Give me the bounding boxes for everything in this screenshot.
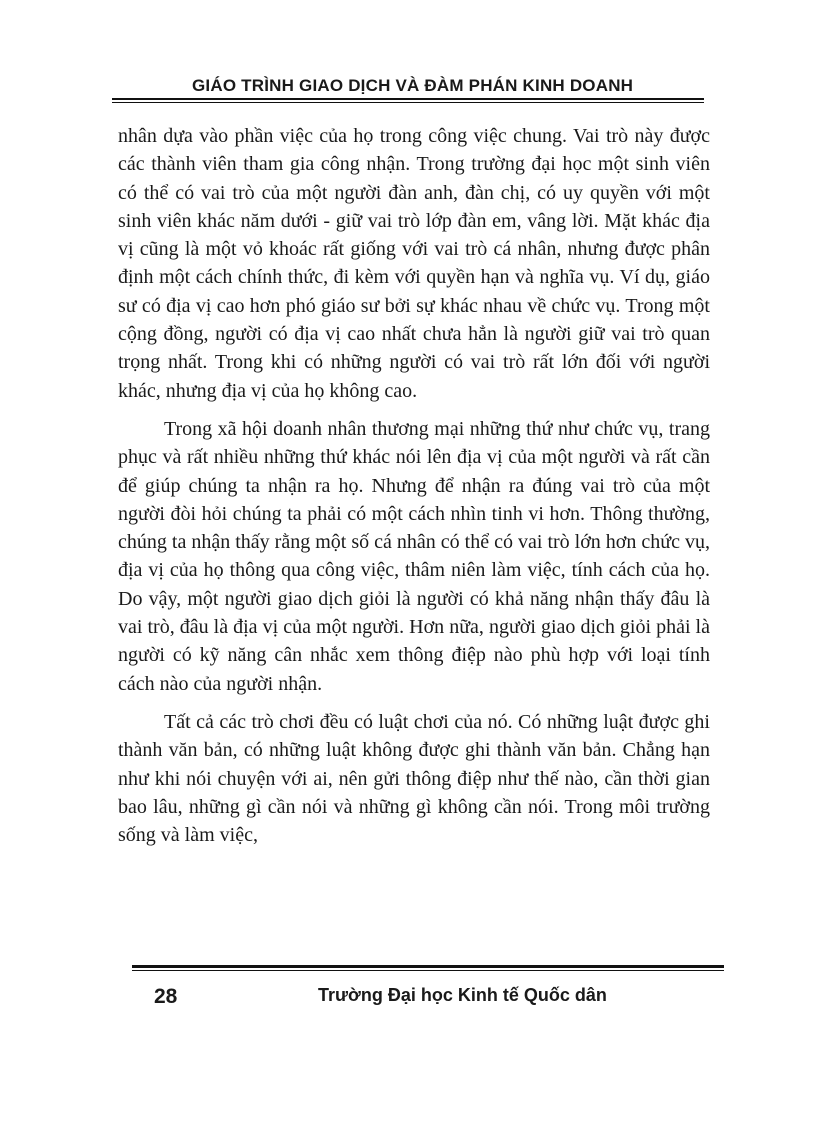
- paragraph-3: Tất cả các trò chơi đều có luật chơi của nó. Có những luật được ghi thành văn bản, có những luật không được ghi thành văn bản. Chẳng hạn như khi nói chuyện với ai, nên gửi thông điệp như thế nào, cần thời gian bao lâu, những gì cần nói và những gì không cần nói. Trong môi trường sống và làm việc,: [118, 710, 710, 847]
- footer-rule: [132, 965, 724, 971]
- paragraph-2: Trong xã hội doanh nhân thương mại những thứ như chức vụ, trang phục và rất nhiều những thứ khác nói lên địa vị của một người và rất cần để giúp chúng ta nhận ra họ. Nhưng để nhận ra đúng vai trò của một người đòi hỏi chúng ta phải có một cách nhìn tinh vi hơn. Thông thường, chúng ta nhận thấy rằng một số cá nhân có thể có vai trò lớn hơn chức vụ, địa vị của họ thông qua công việc, thâm niên làm việc, tính cách của họ. Do vậy, một người giao dịch giỏi là người có khả năng nhận thấy đâu là vai trò, đâu là địa vị của một người. Hơn nữa, người giao dịch giỏi phải là người có kỹ năng cân nhắc xem thông điệp nào phù hợp với loại tính cách nào của người nhận.: [118, 417, 710, 695]
- institution-name: Trường Đại học Kinh tế Quốc dân: [318, 985, 607, 1005]
- page-body: [118, 122, 710, 849]
- paragraph-1: nhân dựa vào phần việc của họ trong công việc chung. Vai trò này được các thành viên tham gia công nhận. Trong trường đại học một sinh viên có thể có vai trò của một người đàn anh, đàn chị, có uy quyền với một sinh viên khác năm dưới - giữ vai trò lớp đàn em, vâng lời. Mặt khác địa vị cũng là một vỏ khoác rất giống với vai trò cá nhân, nhưng được phân định một cách chính thức, đi kèm với quyền hạn và nghĩa vụ. Ví dụ, giáo sư có địa vị cao hơn phó giáo sư bởi sự khác nhau về chức vụ. Trong một cộng đồng, người có địa vị cao nhất chưa hẳn là người giữ vai trò quan trọng nhất. Trong khi có những người có vai trò rất lớn đối với người khác, nhưng địa vị của họ không cao.: [118, 125, 710, 402]
- page-number: 28: [154, 985, 178, 1008]
- header-rule: [112, 98, 704, 103]
- book-title: GIÁO TRÌNH GIAO DỊCH VÀ ĐÀM PHÁN KINH DOANH: [192, 76, 634, 95]
